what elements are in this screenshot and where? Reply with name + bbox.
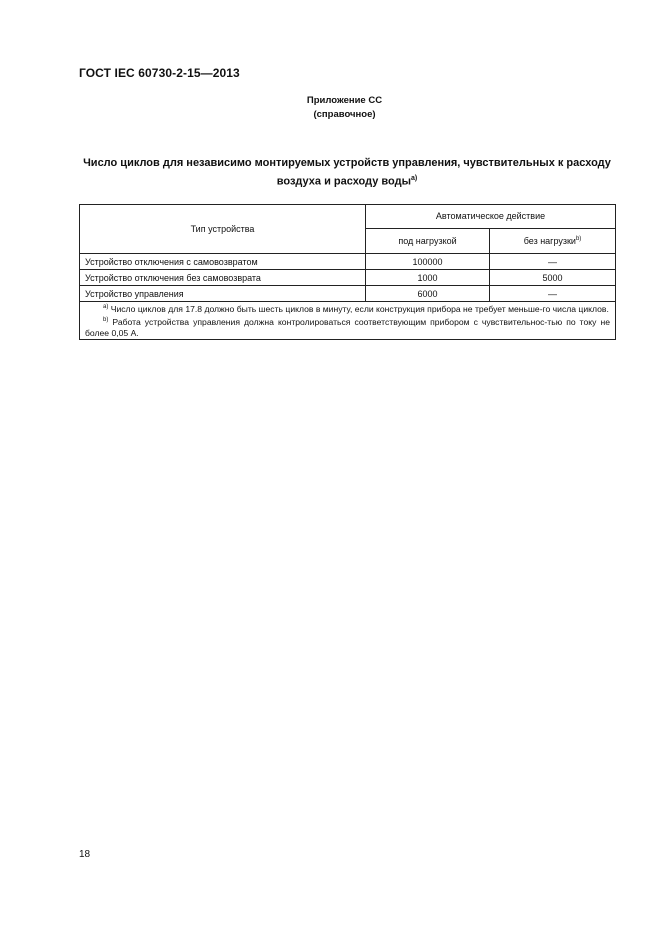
table-row bbox=[80, 254, 616, 270]
cell-device-type: Устройство отключения с самовозвратом bbox=[80, 254, 366, 270]
table-row bbox=[80, 286, 616, 302]
cell-device-type: Устройство отключения без самовозврата bbox=[80, 270, 366, 286]
footnote-a-ref: а) bbox=[103, 304, 109, 310]
cell-no-load: 5000 bbox=[490, 270, 616, 286]
table-notes bbox=[80, 302, 616, 340]
footnote-b-ref: b) bbox=[103, 316, 109, 323]
title-footnote-ref: а) bbox=[411, 175, 418, 182]
header-device-type: Тип устройства bbox=[80, 205, 366, 254]
footnote-b-text: Работа устройства управления должна контролироваться соответствующим прибором с чувствительнос-тью по току не более 0,05 А. bbox=[85, 316, 611, 338]
cell-no-load: — bbox=[490, 286, 616, 302]
cell-no-load: — bbox=[490, 254, 616, 270]
header-under-load: под нагрузкой bbox=[366, 228, 490, 253]
header-no-load bbox=[490, 228, 616, 253]
header-automatic-action: Автоматическое действие bbox=[366, 205, 616, 229]
table-row bbox=[80, 270, 616, 286]
header-no-load-text: без нагрузки bbox=[523, 235, 576, 246]
cell-under-load: 1000 bbox=[366, 270, 490, 286]
page-number: 18 bbox=[79, 849, 91, 860]
table-title bbox=[78, 155, 616, 190]
annex-kind: (справочное) bbox=[313, 109, 376, 120]
document-header: ГОСТ IEC 60730-2-15—2013 bbox=[79, 66, 240, 80]
annex-title: Приложение СС bbox=[306, 95, 383, 106]
cell-under-load: 6000 bbox=[366, 286, 490, 302]
header-row bbox=[80, 205, 616, 229]
table-title-text: Число циклов для независимо монтируемых устройств управления, чувствительных к расходу воздуха и расходу воды bbox=[83, 157, 611, 188]
header-no-load-ref: b) bbox=[575, 235, 582, 242]
footnote-a-text: Число циклов для 17.8 должно быть шесть циклов в минуту, если конструкция прибора не требует меньше-го числа циклов. bbox=[108, 303, 609, 314]
cell-device-type: Устройство управления bbox=[80, 286, 366, 302]
cell-under-load: 100000 bbox=[366, 254, 490, 270]
footnote-a bbox=[85, 302, 610, 315]
annex-heading bbox=[0, 94, 661, 122]
footnote-b bbox=[85, 315, 610, 339]
notes-row bbox=[80, 302, 616, 340]
cycles-table bbox=[79, 204, 616, 340]
